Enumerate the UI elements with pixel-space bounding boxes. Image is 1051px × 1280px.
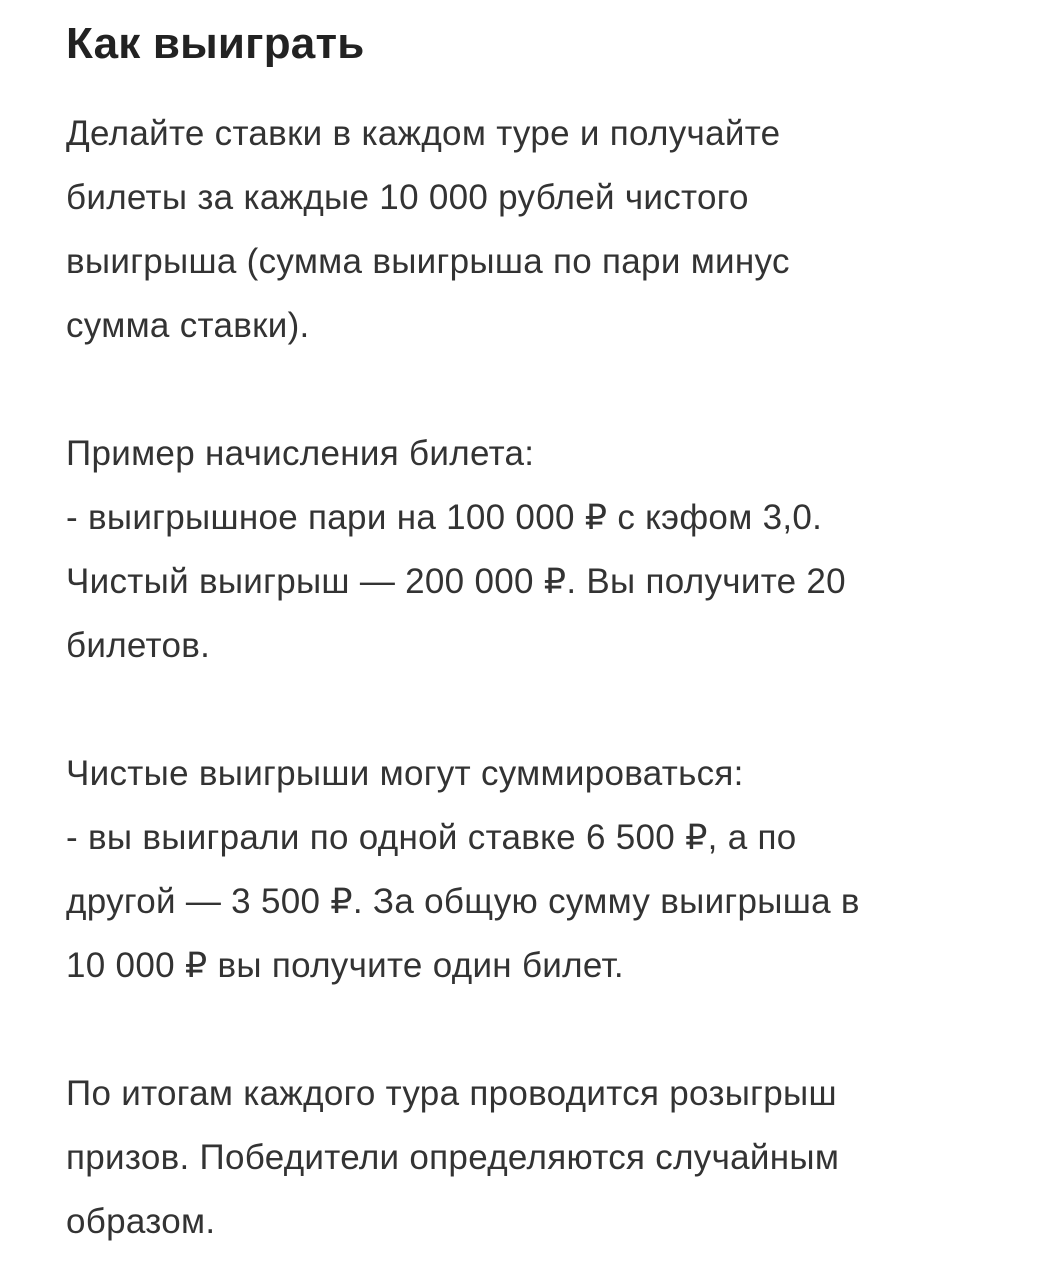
text-line: 10 000 ₽ вы получите один билет. bbox=[66, 946, 624, 985]
section-body bbox=[66, 102, 996, 1254]
section-title: Как выиграть bbox=[66, 19, 365, 68]
text-line: образом. bbox=[66, 1202, 216, 1241]
how-to-win-section bbox=[66, 18, 996, 1254]
text-line: Делайте ставки в каждом туре и получайте bbox=[66, 114, 781, 153]
text-line: - вы выиграли по одной ставке 6 500 ₽, а по bbox=[66, 818, 797, 857]
paragraph-example-single-bet bbox=[66, 422, 996, 678]
text-line: - выигрышное пари на 100 000 ₽ с кэфом 3,0. bbox=[66, 498, 823, 537]
paragraph-prize-draw bbox=[66, 1062, 996, 1254]
text-line: билеты за каждые 10 000 рублей чистого bbox=[66, 178, 749, 217]
text-line: Пример начисления билета: bbox=[66, 434, 535, 473]
paragraph-tickets-rule bbox=[66, 102, 996, 358]
text-line: Чистый выигрыш — 200 000 ₽. Вы получите 20 bbox=[66, 562, 846, 601]
text-line: По итогам каждого тура проводится розыгрыш bbox=[66, 1074, 837, 1113]
text-line: другой — 3 500 ₽. За общую сумму выигрыша в bbox=[66, 882, 860, 921]
text-line: выигрыша (сумма выигрыша по пари минус bbox=[66, 242, 790, 281]
text-line: сумма ставки). bbox=[66, 306, 310, 345]
paragraph-example-summed-wins bbox=[66, 742, 996, 998]
text-line: Чистые выигрыши могут суммироваться: bbox=[66, 754, 744, 793]
text-line: билетов. bbox=[66, 626, 211, 665]
text-line: призов. Победители определяются случайным bbox=[66, 1138, 840, 1177]
